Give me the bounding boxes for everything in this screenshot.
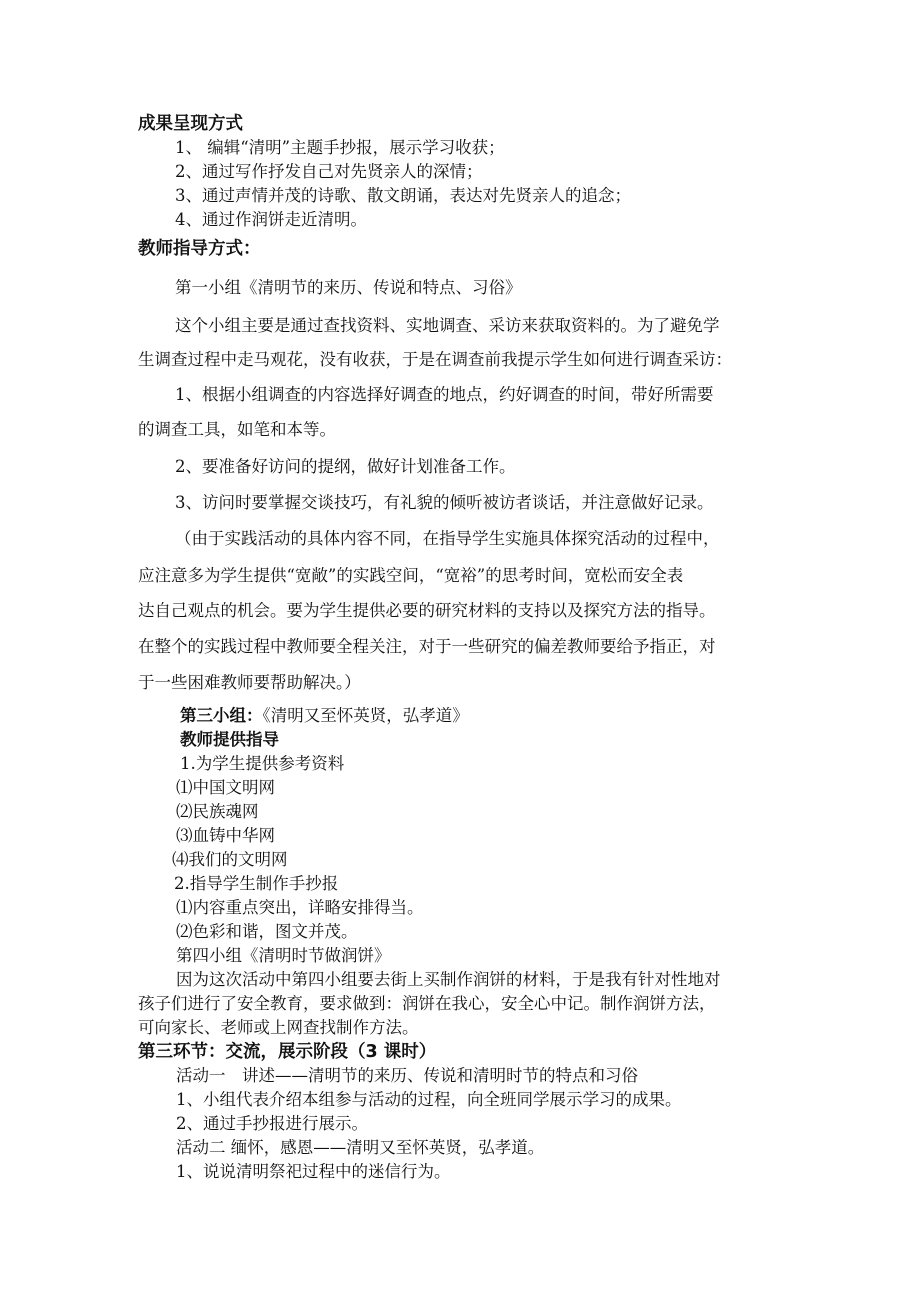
results-item: 4、通过作润饼走近清明。 <box>175 210 367 229</box>
group3-title: 《清明又至怀英贤，弘孝道》 <box>262 706 469 725</box>
group1-step: 的调查工具，如笔和本等。 <box>138 420 336 439</box>
group1-step: 3、访问时要掌握交谈技巧，有礼貌的倾听被访者谈话，并注意做好记录。 <box>175 493 714 512</box>
stage3-heading: 第三环节：交流，展示阶段（3 课时） <box>138 1042 437 1062</box>
results-item: 1、 编辑“清明”主题手抄报，展示学习收获； <box>175 138 505 157</box>
group1-step: 1、根据小组调查的内容选择好调查的地点，约好调查的时间，带好所需要 <box>175 385 714 404</box>
group1-intro-line: 这个小组主要是通过查找资料、实地调查、采访来获取资料的。为了避免学 <box>175 316 720 335</box>
group1-step: 2、要准备好访问的提纲，做好计划准备工作。 <box>175 457 516 476</box>
g3-site: ⑴中国文明网 <box>176 778 275 797</box>
note-line: 达自己观点的机会。要为学生提供必要的研究材料的支持以及探究方法的指导。 <box>138 601 716 620</box>
activity1-title: 活动一 讲述——清明节的来历、传说和清明时节的特点和习俗 <box>176 1066 638 1085</box>
note-line: 应注意多为学生提供“宽敞”的实践空间，“宽裕”的思考时间，宽松而安全表 <box>138 566 684 585</box>
group1-intro-line: 生调查过程中走马观花，没有收获，于是在调查前我提示学生如何进行调查采访： <box>138 350 732 369</box>
results-item: 2、通过写作抒发自己对先贤亲人的深情； <box>175 162 483 181</box>
activity1-item: 2、通过手抄报进行展示。 <box>176 1114 368 1133</box>
results-item: 3、通过声情并茂的诗歌、散文朗诵，表达对先贤亲人的追念； <box>175 186 631 205</box>
note-line: 在整个的实践过程中教师要全程关注，对于一些研究的偏差教师要给予指正，对 <box>138 637 716 656</box>
activity2-title: 活动二 缅怀，感恩——清明又至怀英贤，弘孝道。 <box>176 1138 545 1157</box>
group4-text-line: 孩子们进行了安全教育，要求做到：润饼在我心，安全心中记。制作润饼方法， <box>138 994 716 1013</box>
g3-tip: ⑵色彩和谐，图文并茂。 <box>176 922 358 941</box>
note-line: （由于实践活动的具体内容不同，在指导学生实施具体探究活动的过程中， <box>175 529 720 548</box>
guidance-heading: 教师指导方式： <box>138 239 261 259</box>
note-line: 于一些困难教师要帮助解决。） <box>138 673 361 692</box>
activity1-item: 1、小组代表介绍本组参与活动的过程，向全班同学展示学习的成果。 <box>176 1090 682 1109</box>
group1-title: 第一小组《清明节的来历、传说和特点、习俗》 <box>175 278 522 297</box>
results-heading: 成果呈现方式 <box>138 114 243 134</box>
g3-item: 2.指导学生制作手抄报 <box>174 874 339 893</box>
group4-text-line: 因为这次活动中第四小组要去街上买制作润饼的材料，于是我有针对性地对 <box>176 970 721 989</box>
group4-text-line: 可向家长、老师或上网查找制作方法。 <box>138 1018 419 1037</box>
group3-heading <box>180 705 469 727</box>
group3-label: 第三小组： <box>180 706 263 725</box>
g3-site: ⑵民族魂网 <box>176 802 259 821</box>
g3-site: ⑶血铸中华网 <box>176 826 275 845</box>
group3-subheading: 教师提供指导 <box>180 730 279 749</box>
activity2-item: 1、说说清明祭祀过程中的迷信行为。 <box>176 1162 451 1181</box>
g3-tip: ⑴内容重点突出，详略安排得当。 <box>176 898 424 917</box>
g3-item: 1.为学生提供参考资料 <box>180 754 345 773</box>
g3-site: ⑷我们的文明网 <box>172 850 288 869</box>
group4-title: 第四小组《清明时节做润饼》 <box>176 946 391 965</box>
